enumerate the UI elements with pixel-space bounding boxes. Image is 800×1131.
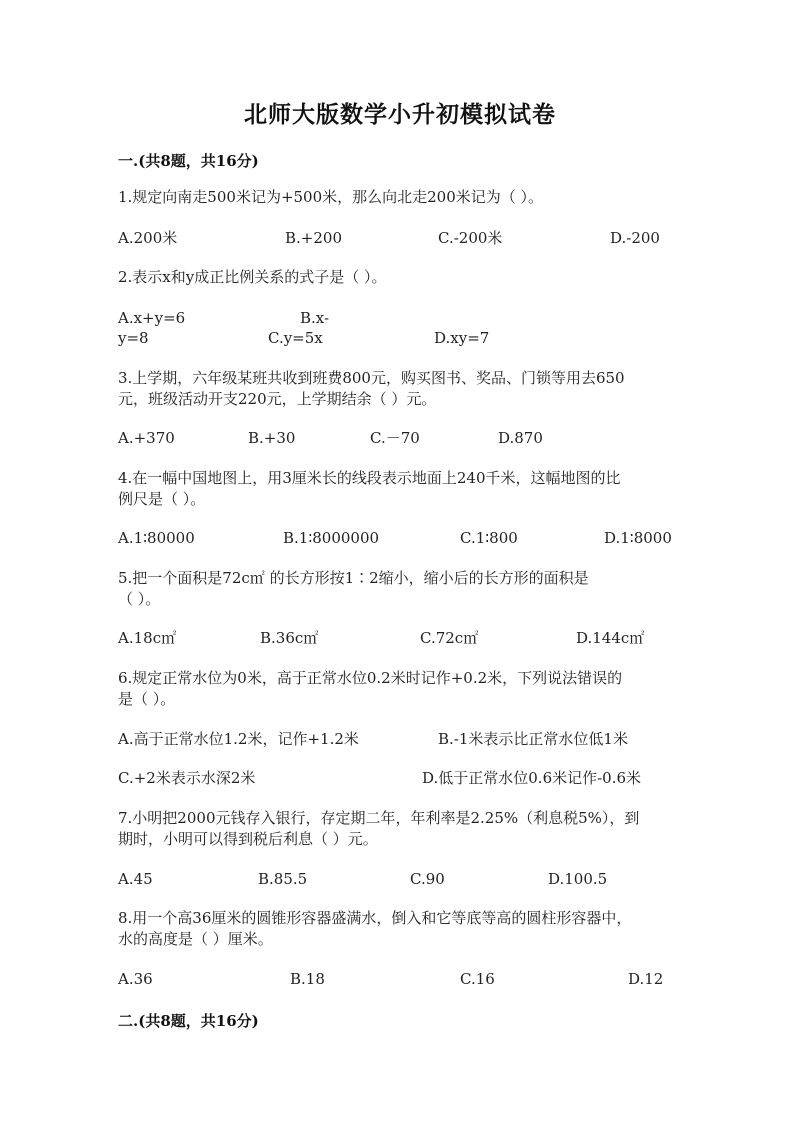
question-6-line-2: 是（ ）。 [118, 690, 176, 708]
q3-option-b: B.+30 [248, 429, 296, 447]
q7-option-d: D.100.5 [548, 870, 608, 888]
question-2: 2.表示x和y成正比例关系的式子是（ ）。 [118, 268, 387, 286]
q4-option-d: D.1∶8000 [604, 529, 672, 547]
question-4-line-2: 例尺是（ ）。 [118, 490, 206, 508]
q4-option-b: B.1∶8000000 [283, 529, 380, 547]
q5-option-c: C.72c㎡ [420, 629, 479, 647]
section-heading-1: 一.(共8题，共16分) [118, 152, 259, 170]
q3-option-c: C.－70 [370, 429, 420, 447]
q3-option-a: A.+370 [118, 429, 175, 447]
question-7-line-2: 期时，小明可以得到税后利息（ ）元。 [118, 830, 378, 848]
q2-option-a: A.x+y=6 [118, 309, 186, 327]
q8-option-c: C.16 [460, 970, 495, 988]
q5-option-d: D.144c㎡ [576, 629, 645, 647]
question-4: 4.在一幅中国地图上，用3厘米长的线段表示地面上240千米，这幅地图的比 [118, 469, 621, 487]
q2-option-d: D.xy=7 [434, 329, 490, 347]
question-3-line-2: 元，班级活动开支220元，上学期结余（ ）元。 [118, 390, 437, 408]
page-title: 北师大版数学小升初模拟试卷 [244, 101, 556, 128]
section-heading-2: 二.(共8题，共16分) [118, 1012, 259, 1030]
question-5: 5.把一个面积是72c㎡ 的长方形按1∶2缩小，缩小后的长方形的面积是 [118, 569, 589, 587]
q5-option-b: B.36c㎡ [260, 629, 319, 647]
question-6: 6.规定正常水位为0米，高于正常水位0.2米时记作+0.2米，下列说法错误的 [118, 669, 623, 687]
q4-option-a: A.1∶80000 [118, 529, 195, 547]
question-3: 3.上学期，六年级某班共收到班费800元，购买图书、奖品、门锁等用去650 [118, 369, 625, 387]
q8-option-b: B.18 [290, 970, 325, 988]
question-8: 8.用一个高36厘米的圆锥形容器盛满水，倒入和它等底等高的圆柱形容器中， [118, 909, 632, 927]
q8-option-a: A.36 [118, 970, 153, 988]
q2-option-b: B.x- [300, 309, 330, 327]
q1-option-c: C.-200米 [438, 229, 503, 247]
q6-option-c: C.+2米表示水深2米 [118, 769, 256, 787]
question-8-line-2: 水的高度是（ ）厘米。 [118, 930, 273, 948]
q6-option-a: A.高于正常水位1.2米，记作+1.2米 [118, 730, 359, 748]
q1-option-b: B.+200 [285, 229, 342, 247]
q3-option-d: D.870 [498, 429, 543, 447]
q7-option-a: A.45 [118, 870, 153, 888]
question-1: 1.规定向南走500米记为+500米，那么向北走200米记为（ ）。 [118, 188, 544, 206]
q4-option-c: C.1∶800 [460, 529, 518, 547]
q6-option-d: D.低于正常水位0.6米记作-0.6米 [422, 769, 642, 787]
question-5-line-2: （ ）。 [118, 590, 161, 608]
q2-option-b-continued: y=8 [118, 329, 149, 347]
q6-option-b: B.-1米表示比正常水位低1米 [438, 730, 628, 748]
q7-option-b: B.85.5 [258, 870, 308, 888]
q5-option-a: A.18c㎡ [118, 629, 177, 647]
q1-option-d: D.-200 [610, 229, 660, 247]
q7-option-c: C.90 [410, 870, 445, 888]
question-7: 7.小明把2000元钱存入银行，存定期二年，年利率是2.25%（利息税5%），到 [118, 809, 640, 827]
q1-option-a: A.200米 [118, 229, 178, 247]
q8-option-d: D.12 [628, 970, 664, 988]
q2-option-c: C.y=5x [268, 329, 323, 347]
